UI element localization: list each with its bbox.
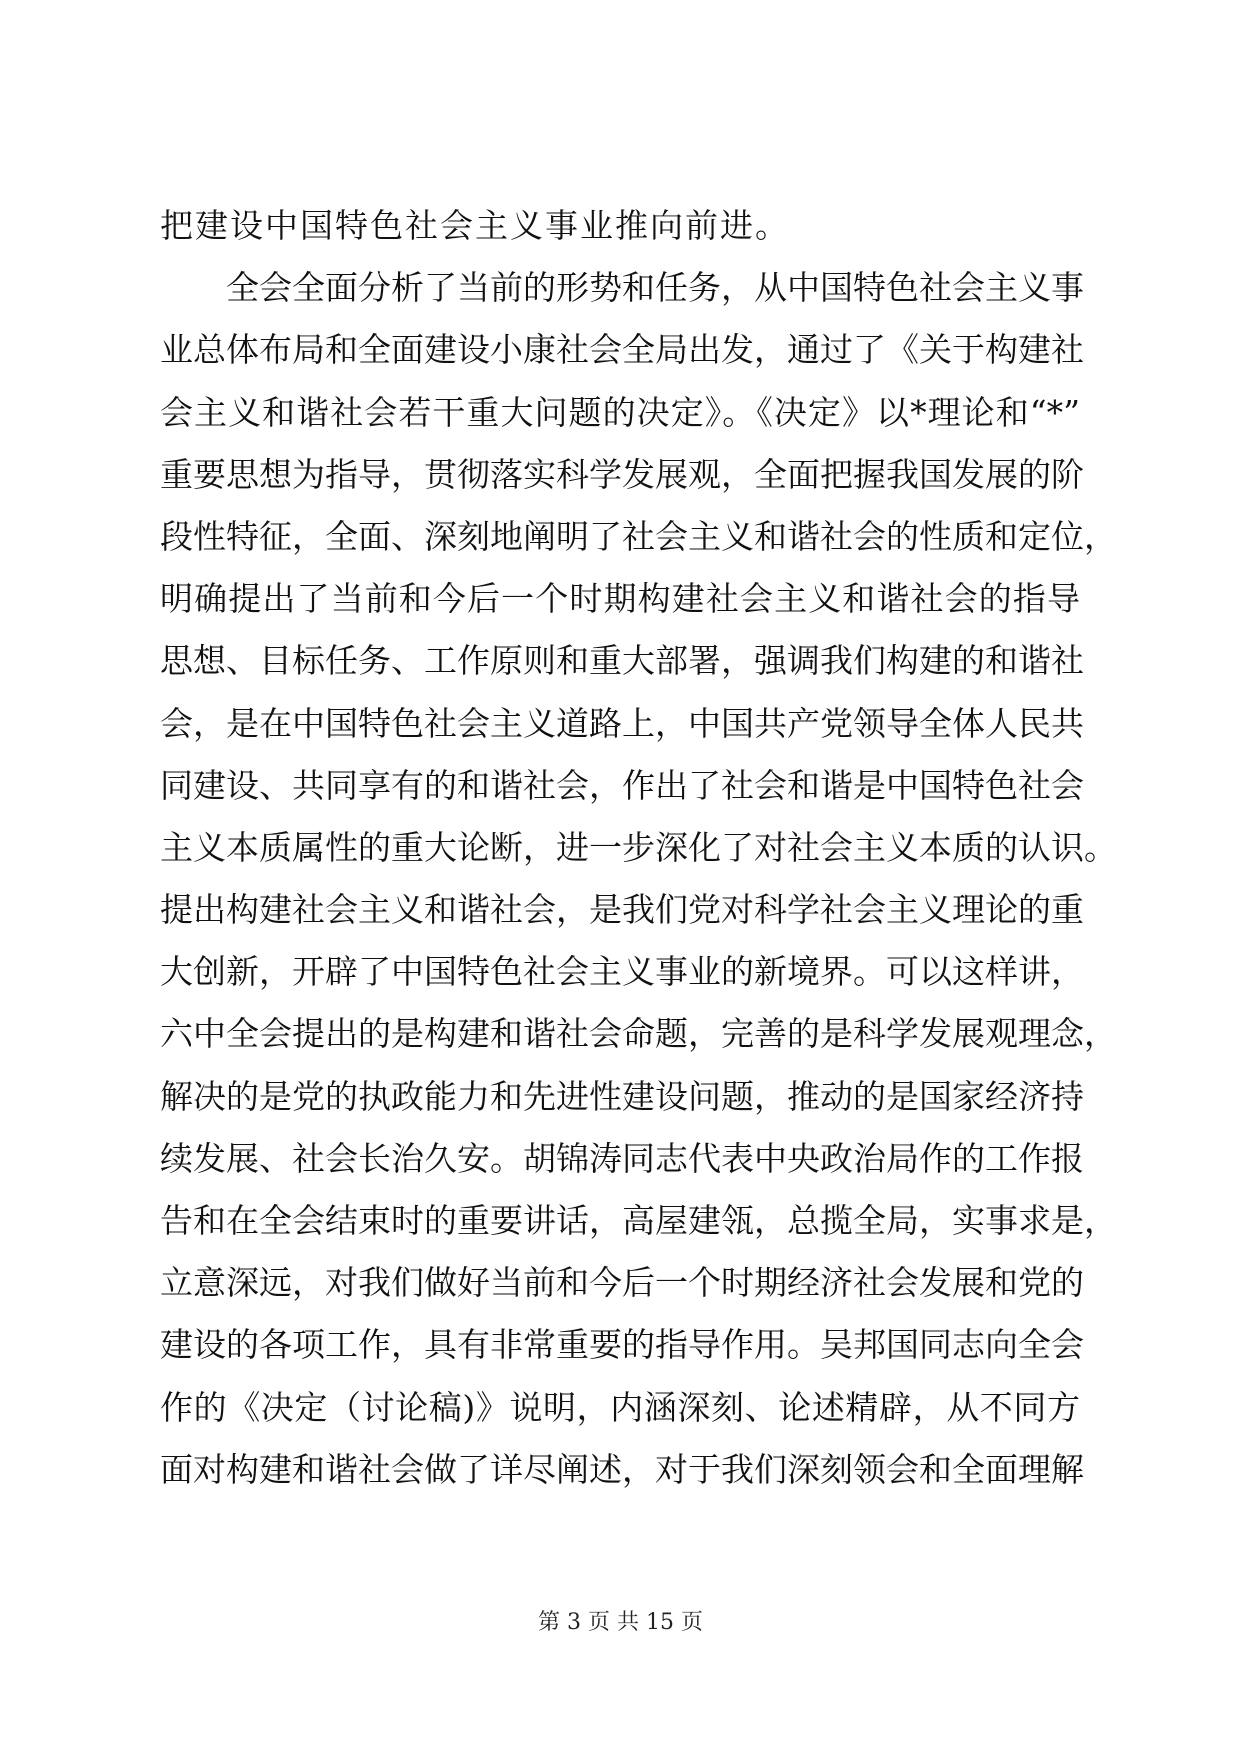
text-line: 解决的是党的执政能力和先进性建设问题，推动的是国家经济持 (160, 1076, 1084, 1116)
text-line: 提出构建社会主义和谐社会，是我们党对科学社会主义理论的重 (160, 890, 1084, 930)
text-line: 大创新，开辟了中国特色社会主义事业的新境界。可以这样讲， (160, 952, 1084, 992)
text-line: 续发展、社会长治久安。胡锦涛同志代表中央政治局作的工作报 (160, 1138, 1084, 1178)
text-line: 同建设、共同享有的和谐社会，作出了社会和谐是中国特色社会 (160, 765, 1084, 805)
text-line: 全会全面分析了当前的形势和任务，从中国特色社会主义事 (226, 268, 1084, 308)
text-line: 立意深远，对我们做好当前和今后一个时期经济社会发展和党的 (160, 1263, 1084, 1303)
text-line: 建设的各项工作，具有非常重要的指导作用。吴邦国同志向全会 (160, 1325, 1084, 1365)
text-line: 重要思想为指导，贯彻落实科学发展观，全面把握我国发展的阶 (160, 454, 1084, 494)
text-line: 会，是在中国特色社会主义道路上，中国共产党领导全体人民共 (160, 703, 1084, 743)
text-line: 会主义和谐社会若干重大问题的决定》。《决定》以*理论和“*” (160, 392, 1080, 432)
text-line: 思想、目标任务、工作原则和重大部署，强调我们构建的和谐社 (160, 641, 1084, 681)
text-line: 明确提出了当前和今后一个时期构建社会主义和谐社会的指导 (160, 579, 1080, 619)
text-line: 把建设中国特色社会主义事业推向前进。 (160, 206, 790, 245)
text-line: 六中全会提出的是构建和谐社会命题，完善的是科学发展观理念， (160, 1014, 1117, 1054)
body-text (160, 195, 1117, 1501)
text-line: 段性特征，全面、深刻地阐明了社会主义和谐社会的性质和定位， (160, 516, 1117, 556)
text-line: 业总体布局和全面建设小康社会全局出发，通过了《关于构建社 (160, 330, 1084, 370)
text-line: 主义本质属性的重大论断，进一步深化了对社会主义本质的认识。 (160, 827, 1117, 867)
text-line: 面对构建和谐社会做了详尽阐述，对于我们深刻领会和全面理解 (160, 1449, 1084, 1489)
page-number-footer: 第 3 页 共 15 页 (538, 1610, 703, 1635)
text-line: 告和在全会结束时的重要讲话，高屋建瓴，总揽全局，实事求是， (160, 1201, 1117, 1240)
text-line: 作的《决定（讨论稿)》说明，内涵深刻、论述精辟，从不同方 (160, 1387, 1080, 1427)
